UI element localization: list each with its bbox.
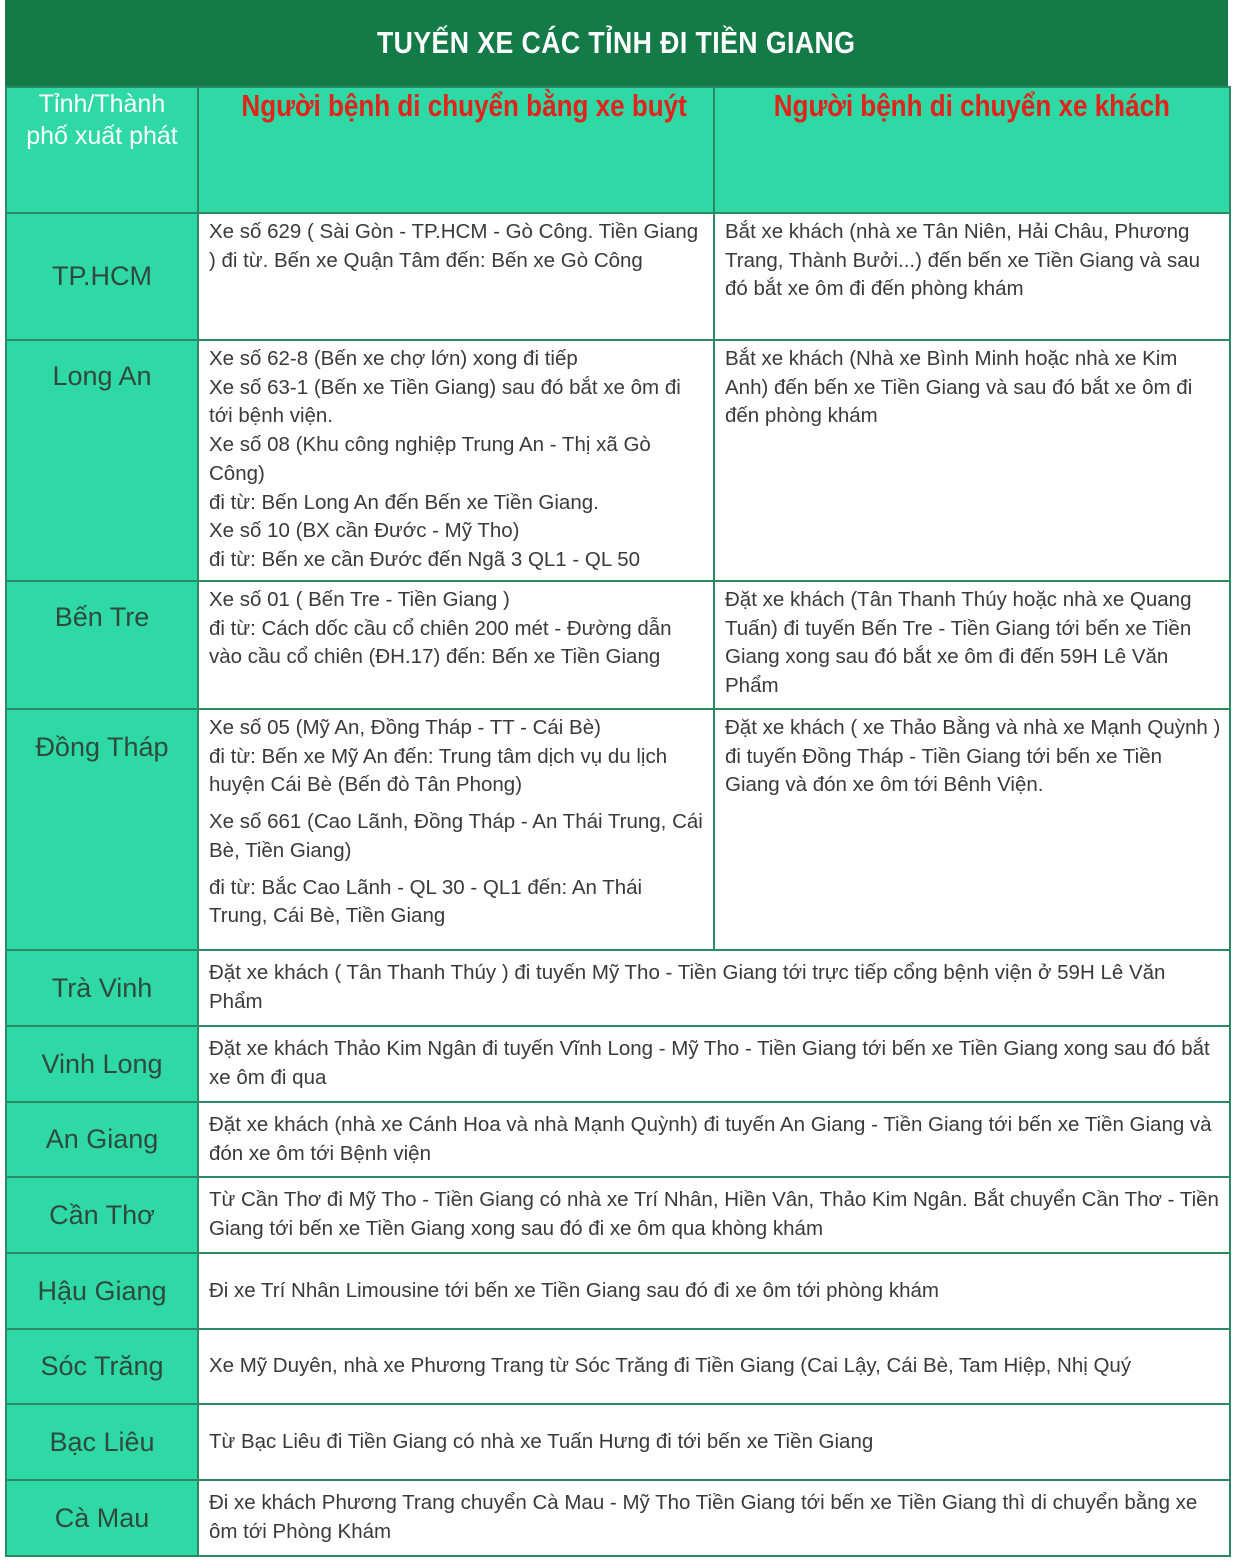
city-name: Đồng Tháp [35,732,169,762]
bus-text: đi từ: Bến Long An đến Bến xe Tiền Giang. [209,490,599,514]
city-cell [6,1177,198,1253]
route-cell [198,1329,1230,1404]
route-cell [198,1102,1230,1177]
city-cell [6,1404,198,1480]
page-title: TUYẾN XE CÁC TỈNH ĐI TIỀN GIANG [377,25,856,60]
coach-text: Đặt xe khách ( xe Thảo Bằng và nhà xe Mạnh Quỳnh ) đi tuyến Đồng Tháp - Tiền Giang tới bến xe Tiền Giang và đón xe ôm tới Bênh Viện. [725,716,1221,797]
bus-text: Xe số 661 (Cao Lãnh, Đồng Tháp - An Thái Trung, Cái Bè, Tiền Giang) [209,810,703,862]
routes-table [5,86,1231,1557]
city-name: Long An [52,361,152,391]
table-row [6,1177,1230,1253]
table-header-row [6,87,1230,213]
table-row [6,213,1230,340]
city-name: Bạc Liêu [49,1426,155,1457]
header-city-label: Tỉnh/Thành phố xuất phát [26,90,178,150]
route-cell [198,1177,1230,1253]
bus-text: đi từ: Cách dốc cầu cổ chiên 200 mét - Đường dẫn vào cầu cổ chiên (ĐH.17) đến: Bến xe Tiền Giang [209,616,672,669]
header-bus-label: Người bệnh di chuyển bằng xe buýt [241,88,687,123]
bus-text: đi từ: Bến xe Mỹ An đến: Trung tâm dịch vụ du lịch huyện Cái Bè (Bến đò Tân Phong) [209,744,668,797]
route-text: Đi xe khách Phương Trang chuyển Cà Mau - Mỹ Tho Tiền Giang tới bến xe Tiền Giang thì di chuyển bằng xe ôm tới Phòng Khám [209,1491,1198,1543]
route-text: Từ Cần Thơ đi Mỹ Tho - Tiền Giang có nhà xe Trí Nhân, Hiền Vân, Thảo Kim Ngân. Bắt chuyển Cần Thơ - Tiền Giang tới bến xe Tiền Giang xong sau đó đi xe ôm qua khòng khám [209,1188,1219,1240]
route-text: Từ Bạc Liêu đi Tiền Giang có nhà xe Tuấn Hưng đi tới bến xe Tiền Giang [209,1429,874,1453]
bus-text: Xe số 08 (Khu công nghiệp Trung An - Thị xã Gò Công) [209,433,651,485]
city-name: Trà Vinh [51,972,153,1003]
table-row [6,1026,1230,1102]
city-name: Hậu Giang [37,1275,167,1306]
bus-text: đi từ: Bắc Cao Lãnh - QL 30 - QL1 đến: An Thái Trung, Cái Bè, Tiền Giang [209,875,643,928]
bus-cell [198,581,714,709]
bus-text: đi từ: Bến xe cần Đước đến Ngã 3 QL1 - QL 50 [209,547,640,571]
coach-text: Bắt xe khách (Nhà xe Bình Minh hoặc nhà xe Kim Anh) đến bến xe Tiền Giang và sau đó bắt xe ôm đi đến phòng khám [725,347,1193,428]
city-cell [6,1480,198,1556]
header-bus [198,87,714,213]
table-row [6,1253,1230,1329]
bus-cell [198,340,714,581]
table-row [6,581,1230,709]
route-text: Đi xe Trí Nhân Limousine tới bến xe Tiền Giang sau đó đi xe ôm tới phòng khám [209,1278,939,1302]
route-text: Xe Mỹ Duyên, nhà xe Phương Trang từ Sóc Trăng đi Tiền Giang (Cai Lậy, Cái Bè, Tam Hiệp, Nhị Quý [209,1354,1132,1378]
table-row [6,340,1230,581]
page-title-banner [5,0,1228,86]
route-cell [198,950,1230,1026]
coach-text: Đặt xe khách (Tân Thanh Thúy hoặc nhà xe Quang Tuấn) đi tuyến Bến Tre - Tiền Giang tới bến xe Tiền Giang xong sau đó bắt xe ôm đi đến 59H Lê Văn Phẩm [725,588,1192,698]
table-row [6,1480,1230,1556]
route-cell [198,1026,1230,1102]
city-name: Cần Thơ [49,1199,155,1230]
city-name: Bến Tre [54,602,150,632]
coach-text: Bắt xe khách (nhà xe Tân Niên, Hải Châu, Phương Trang, Thành Bưởi...) đến bến xe Tiền Giang và sau đó bắt xe ôm đi đến phòng khám [725,220,1201,301]
route-cell [198,1480,1230,1556]
header-coach-label: Người bệnh di chuyển xe khách [773,88,1171,123]
table-row [6,950,1230,1026]
route-text: Đặt xe khách ( Tân Thanh Thúy ) đi tuyến Mỹ Tho - Tiền Giang tới trực tiếp cổng bệnh viện ở 59H Lê Văn Phẩm [209,961,1166,1013]
route-text: Đặt xe khách Thảo Kim Ngân đi tuyến Vĩnh Long - Mỹ Tho - Tiền Giang tới bến xe Tiền Giang xong sau đó bắt xe ôm đi qua [209,1037,1210,1089]
coach-cell [714,340,1230,581]
table-row [6,709,1230,950]
bus-text: Xe số 05 (Mỹ An, Đồng Tháp - TT - Cái Bè) [209,716,601,739]
city-cell [6,340,198,581]
bus-text: Xe số 62-8 (Bến xe chợ lớn) xong đi tiếp [209,347,578,370]
table-row [6,1102,1230,1177]
city-cell [6,1026,198,1102]
coach-cell [714,709,1230,950]
header-coach [714,87,1230,213]
coach-cell [714,213,1230,340]
bus-text: Xe số 01 ( Bến Tre - Tiền Giang ) [209,588,510,611]
city-cell [6,1329,198,1404]
city-cell [6,709,198,950]
city-cell [6,1253,198,1329]
city-name: An Giang [45,1124,159,1154]
bus-text: Xe số 629 ( Sài Gòn - TP.HCM - Gò Công. Tiền Giang ) đi từ. Bến xe Quận Tâm đến: Bến xe Gò Công [209,220,699,272]
route-text: Đặt xe khách (nhà xe Cánh Hoa và nhà Mạnh Quỳnh) đi tuyến An Giang - Tiền Giang tới bến xe Tiền Giang và đón xe ôm tới Bệnh viện [209,1112,1212,1165]
city-cell [6,950,198,1026]
route-cell [198,1253,1230,1329]
bus-text: Xe số 63-1 (Bến xe Tiền Giang) sau đó bắt xe ôm đi tới bệnh viện. [209,375,681,428]
city-name: Cà Mau [54,1502,150,1533]
bus-cell [198,213,714,340]
city-name: Vinh Long [41,1048,163,1079]
city-name: Sóc Trăng [40,1351,164,1381]
city-cell [6,213,198,340]
bus-text: Xe số 10 (BX cần Đước - Mỹ Tho) [209,519,520,543]
header-city [6,87,198,213]
city-cell [6,581,198,709]
city-name: TP.HCM [51,261,152,291]
city-cell [6,1102,198,1177]
table-row [6,1404,1230,1480]
table-row [6,1329,1230,1404]
bus-cell [198,709,714,950]
coach-cell [714,581,1230,709]
route-cell [198,1404,1230,1480]
